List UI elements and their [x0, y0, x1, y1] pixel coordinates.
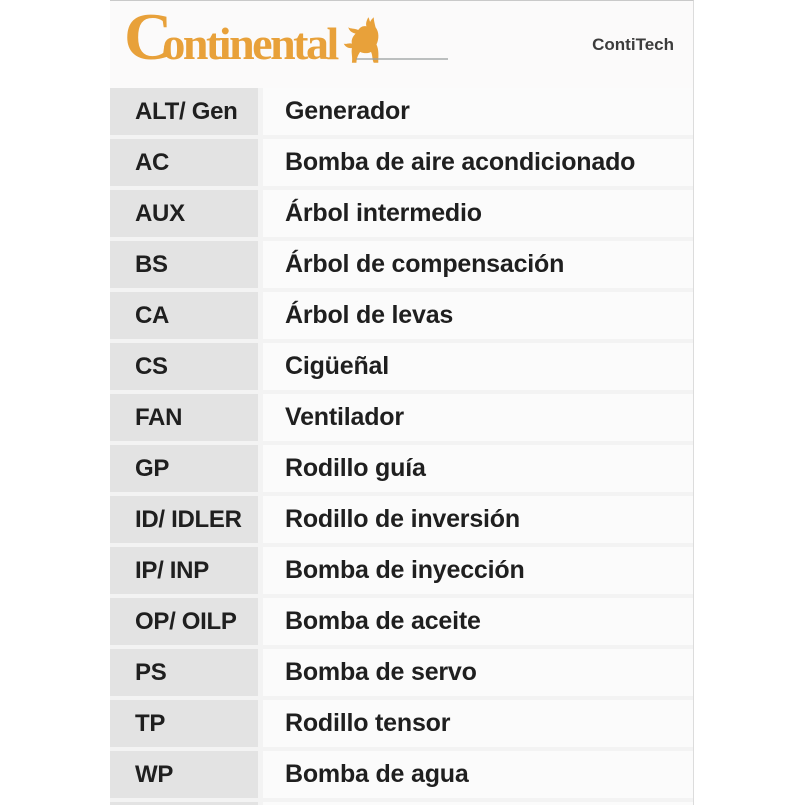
description-cell: Cigüeñal [263, 343, 693, 390]
description-cell: Generador [263, 88, 693, 135]
logo-wordmark: ontinental [162, 18, 337, 69]
abbreviation-cell: AC [110, 139, 258, 186]
table-row [110, 292, 693, 339]
abbreviation-cell: WP [110, 751, 258, 798]
abbreviation-cell: BS [110, 241, 258, 288]
abbreviation-cell: ALT/ Gen [110, 88, 258, 135]
abbreviation-cell: CS [110, 343, 258, 390]
table-row [110, 496, 693, 543]
table-row [110, 394, 693, 441]
table-row [110, 88, 693, 135]
table-row [110, 445, 693, 492]
header [110, 1, 693, 88]
table-row [110, 547, 693, 594]
legend-table [110, 88, 693, 805]
description-cell: Bomba de aire acondicionado [263, 139, 693, 186]
description-cell: Bomba de inyección [263, 547, 693, 594]
description-cell: Rodillo de inversión [263, 496, 693, 543]
abbreviation-cell: ID/ IDLER [110, 496, 258, 543]
abbreviation-cell: TP [110, 700, 258, 747]
description-cell: Árbol intermedio [263, 190, 693, 237]
description-cell: Bomba de agua [263, 751, 693, 798]
table-row [110, 139, 693, 186]
description-cell: Árbol de levas [263, 292, 693, 339]
table-row [110, 700, 693, 747]
description-cell: Rodillo guía [263, 445, 693, 492]
table-row [110, 598, 693, 645]
abbreviation-cell: OP/ OILP [110, 598, 258, 645]
abbreviation-cell: FAN [110, 394, 258, 441]
description-cell: Rodillo tensor [263, 700, 693, 747]
description-cell: Ventilador [263, 394, 693, 441]
table-row [110, 649, 693, 696]
description-cell: Bomba de aceite [263, 598, 693, 645]
table-row [110, 190, 693, 237]
table-row [110, 751, 693, 798]
description-cell: Bomba de servo [263, 649, 693, 696]
table-row [110, 241, 693, 288]
continental-logo [124, 0, 381, 86]
abbreviation-cell: GP [110, 445, 258, 492]
table-row [110, 343, 693, 390]
horse-icon [341, 13, 381, 94]
document-page [110, 0, 694, 805]
logo-letter-c: C [124, 0, 169, 74]
description-cell: Árbol de compensación [263, 241, 693, 288]
abbreviation-cell: CA [110, 292, 258, 339]
contitech-wordmark: ContiTech [592, 35, 674, 54]
abbreviation-cell: IP/ INP [110, 547, 258, 594]
abbreviation-cell: PS [110, 649, 258, 696]
logo-underline [356, 58, 448, 60]
abbreviation-cell: AUX [110, 190, 258, 237]
